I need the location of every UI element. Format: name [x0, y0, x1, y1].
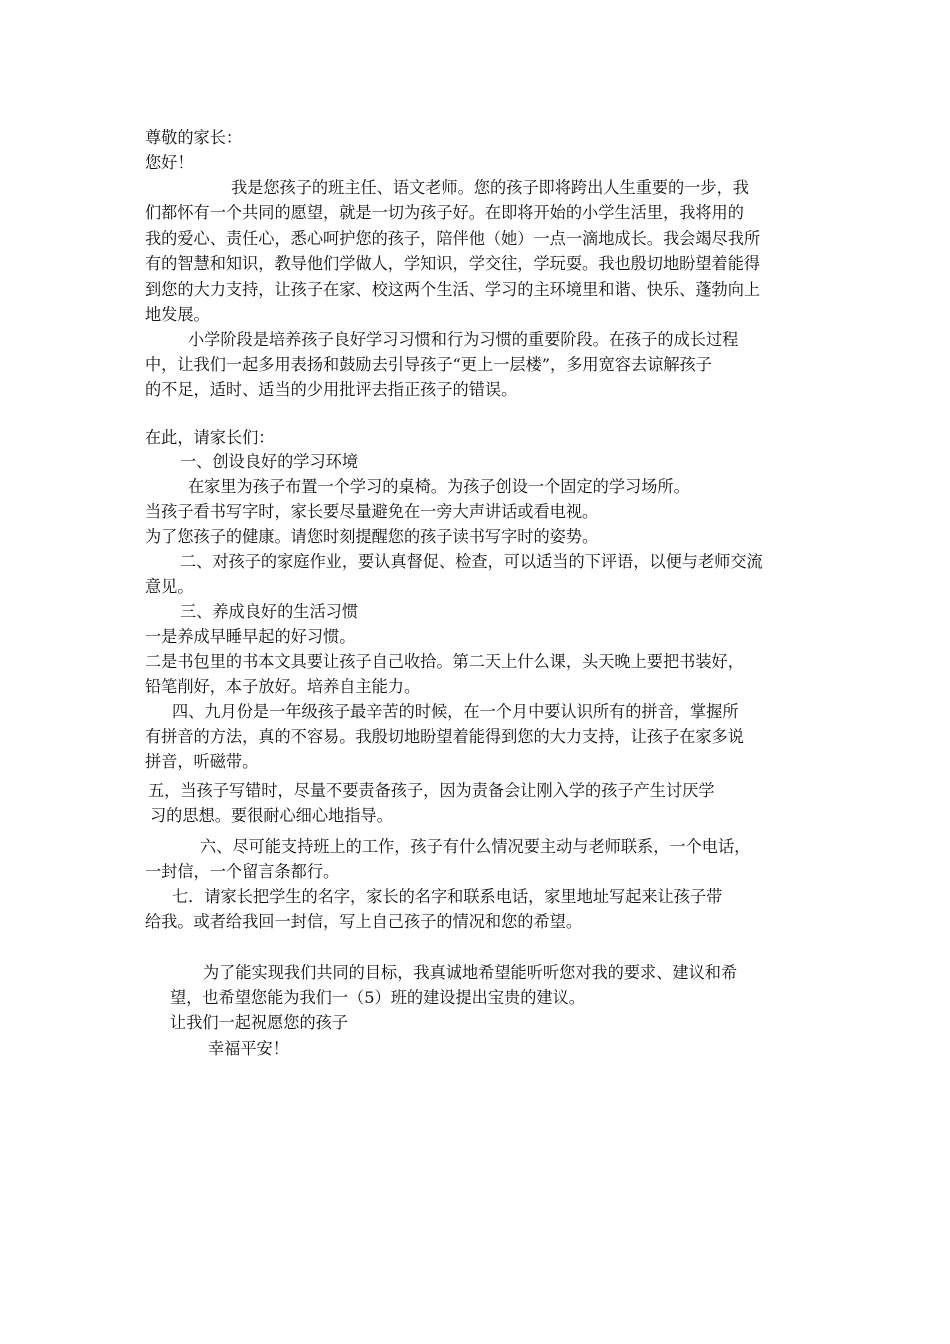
intro-line: 我是您孩子的班主任、语文老师。您的孩子即将跨出人生重要的一步，我 [231, 178, 749, 197]
closing-line: 为了能实现我们共同的目标，我真诚地希望能听听您对我的要求、建议和希 [203, 963, 738, 982]
intro-line: 们都怀有一个共同的愿望，就是一切为孩子好。在即将开始的小学生活里，我将用的 [145, 203, 744, 222]
intro-line: 我的爱心、责任心，悉心呵护您的孩子，陪伴他（她）一点一滴地成长。我会竭尽我所 [145, 229, 761, 248]
item-1-line: 当孩子看书写字时，家长要尽量避免在一旁大声讲话或看电视。 [145, 502, 599, 521]
item-1-line: 在家里为孩子布置一个学习的桌椅。为孩子创设一个固定的学习场所。 [188, 477, 690, 496]
item-1-line: 为了您孩子的健康。请您时刻提醒您的孩子读书写字时的姿势。 [145, 527, 599, 546]
wish-closing: 幸福平安！ [208, 1039, 289, 1058]
item-2-line: 二、对孩子的家庭作业，要认真督促、检查，可以适当的下评语，以便与老师交流 [180, 552, 763, 571]
item-4-line: 四、九月份是一年级孩子最辛苦的时候，在一个月中要认识所有的拼音，掌握所 [172, 702, 739, 721]
item-3-line: 二是书包里的书本文具要让孩子自己收拾。第二天上什么课，头天晚上要把书装好， [145, 652, 744, 671]
salutation: 尊敬的家长： [145, 128, 243, 147]
habit-line: 小学阶段是培养孩子良好学习习惯和行为习惯的重要阶段。在孩子的成长过程 [188, 330, 739, 349]
wish-line: 让我们一起祝愿您的孩子 [170, 1013, 349, 1032]
item-7-line: 给我。或者给我回一封信，写上自己孩子的情况和您的希望。 [145, 912, 583, 931]
item-2-line: 意见。 [145, 577, 194, 596]
item-3-line: 一是养成早睡早起的好习惯。 [145, 627, 356, 646]
intro-line: 有的智慧和知识，教导他们学做人，学知识，学交往，学玩耍。我也殷切地盼望着能得 [145, 254, 761, 273]
habit-line: 中，让我们一起多用表扬和鼓励去引导孩子“更上一层楼”，多用宽容去谅解孩子 [145, 355, 712, 374]
habit-line: 的不足，适时、适当的少用批评去指正孩子的错误。 [145, 380, 518, 399]
request-heading: 在此，请家长们： [145, 428, 275, 447]
item-1-heading: 一、创设良好的学习环境 [180, 452, 359, 471]
item-3-line: 铅笔削好，本子放好。培养自主能力。 [145, 677, 421, 696]
closing-line: 望，也希望您能为我们一（5）班的建设提出宝贵的建议。 [170, 988, 585, 1007]
item-7-line: 七．请家长把学生的名字，家长的名字和联系电话，家里地址写起来让孩子带 [172, 887, 723, 906]
greeting: 您好！ [145, 153, 194, 172]
intro-line: 地发展。 [145, 305, 210, 324]
item-6-line: 一封信，一个留言条都行。 [145, 862, 340, 881]
item-3-heading: 三、养成良好的生活习惯 [180, 602, 359, 621]
item-4-line: 有拼音的方法，真的不容易。我殷切地盼望着能得到您的大力支持，让孩子在家多说 [145, 727, 744, 746]
item-5-line: 习的思想。要很耐心细心地指导。 [150, 806, 393, 825]
intro-line: 到您的大力支持，让孩子在家、校这两个生活、学习的主环境里和谐、快乐、蓬勃向上 [145, 280, 761, 299]
item-5-line: 五，当孩子写错时，尽量不要责备孩子，因为责备会让刚入学的孩子产生讨厌学 [148, 781, 715, 800]
item-4-line: 拼音，听磁带。 [145, 752, 259, 771]
item-6-line: 六、尽可能支持班上的工作，孩子有什么情况要主动与老师联系，一个电话， [200, 837, 751, 856]
